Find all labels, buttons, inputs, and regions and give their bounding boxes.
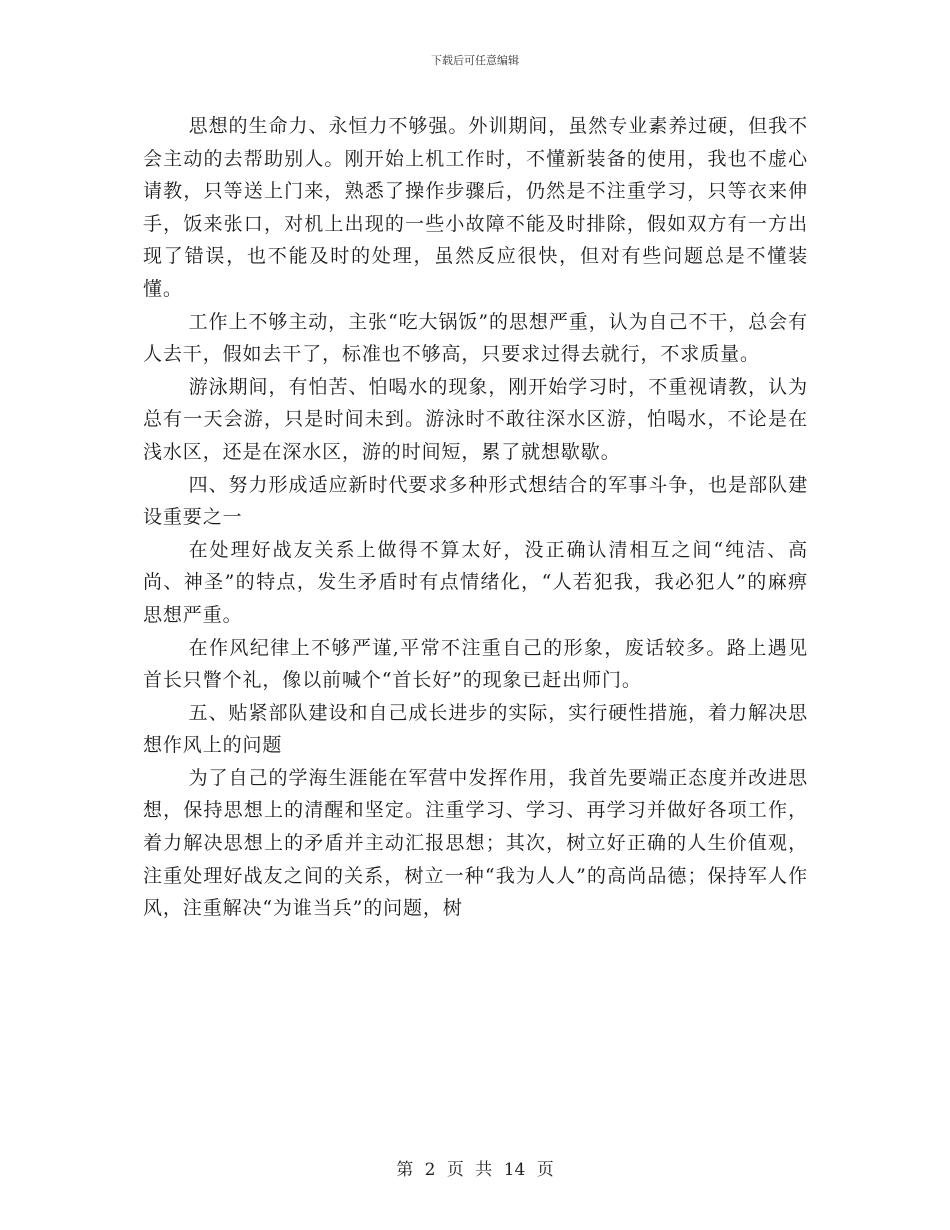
document-body [143, 110, 808, 925]
paragraph-3: 游泳期间，有怕苦、怕喝水的现象，刚开始学习时，不重视请教，认为总有一天会游，只是时间未到。游泳时不敢往深水区游，怕喝水，不论是在浅水区，还是在深水区，游的时间短，累了就想歇歇。 [143, 375, 808, 463]
paragraph-1: 思想的生命力、永恒力不够强。外训期间，虽然专业素养过硬，但我不会主动的去帮助别人。刚开始上机工作时，不懂新装备的使用，我也不虚心请教，只等送上门来，熟悉了操作步骤后，仍然是不注重学习，只等衣来伸手，饭来张口，对机上出现的一些小故障不能及时排除，假如双方有一方出现了错误，也不能及时的处理，虽然反应很快，但对有些问题总是不懂装懂。 [143, 115, 808, 300]
paragraph-2: 工作上不够主动，主张“吃大锅饭”的思想严重，认为自己不干，总会有人去干，假如去干了，标准也不够高，只要求过得去就行，不求质量。 [143, 310, 808, 366]
paragraph-8: 为了自己的学海生涯能在军营中发挥作用，我首先要端正态度并改进思想，保持思想上的清醒和坚定。注重学习、学习、再学习并做好各项工作，着力解决思想上的矛盾并主动汇报思想；其次，树立好正确的人生价值观，注重处理好战友之间的关系，树立一种“我为人人”的高尚品德；保持军人作风，注重解决“为谁当兵”的问题，树 [143, 766, 808, 920]
section-heading-5: 五、贴紧部队建设和自己成长进步的实际，实行硬性措施，着力解决思想作风上的问题 [143, 701, 808, 757]
paragraph-6: 在作风纪律上不够严谨,平常不注重自己的形象，废话较多。路上遇见首长只瞥个礼，像以前喊个“首长好”的现象已赶出师门。 [143, 636, 808, 692]
section-heading-4: 四、努力形成适应新时代要求多种形式想结合的军事斗争，也是部队建设重要之一 [143, 473, 808, 529]
page-number: 第 2 页 共 14 页 [396, 1160, 554, 1180]
paragraph-5: 在处理好战友关系上做得不算太好，没正确认清相互之间“纯洁、高尚、神圣”的特点，发生矛盾时有点情绪化，“人若犯我，我必犯人”的麻痹思想严重。 [143, 538, 808, 626]
page-header-note: 下载后可任意编辑 [431, 54, 519, 67]
